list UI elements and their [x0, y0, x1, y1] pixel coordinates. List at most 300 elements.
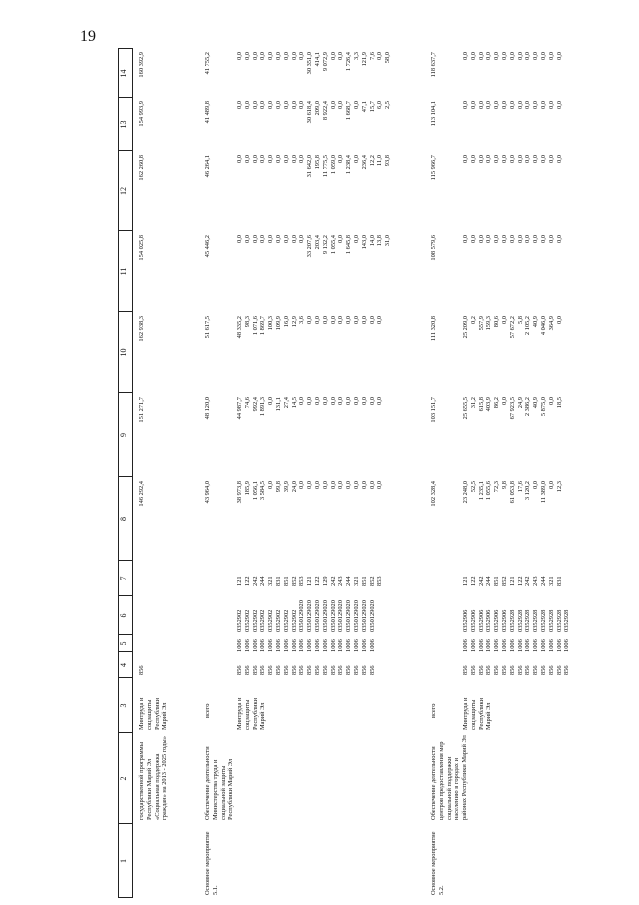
table-cell: 2 386,2 [524, 397, 532, 417]
program-total-2023: 162 260,8 [138, 155, 145, 181]
table-cell: 856 [508, 665, 516, 675]
table-cell: 856 [282, 665, 290, 675]
table-cell: 856 [274, 665, 282, 675]
table-cell: 851 [360, 576, 368, 586]
table-cell: 856 [306, 665, 314, 675]
table-cell: 0,0 [532, 155, 540, 163]
table-cell: 7,6 [368, 52, 376, 60]
table-cell: 1006 [360, 639, 368, 652]
table-cell: 129 [321, 576, 329, 586]
table-cell: 0,0 [282, 101, 290, 109]
table-cell: 67 923,5 [508, 397, 516, 420]
table-cell: 122 [243, 576, 251, 586]
values-column-11 [236, 235, 392, 312]
table-cell: 93,8 [384, 155, 392, 167]
table-cell: 0,0 [259, 52, 267, 60]
table-cell: 236,4 [360, 155, 368, 170]
table-cell: 14,0 [368, 235, 376, 247]
table-cell: 38 973,8 [236, 481, 243, 504]
table-cell: 0,0 [306, 397, 314, 405]
table-cell: 856 [563, 665, 571, 675]
table-cell: 0,0 [555, 235, 563, 243]
table-cell: 0,0 [298, 52, 306, 60]
table-cell: 242 [251, 576, 259, 586]
table-cell: 0350129020 [337, 600, 345, 632]
values-column-12 [462, 155, 563, 231]
table-cell: 0,0 [508, 155, 516, 163]
table-cell: 0,0 [500, 101, 508, 109]
table-cell: 853 [298, 576, 306, 586]
table-cell: 0,0 [259, 155, 267, 163]
table-cell: 0,0 [267, 397, 275, 405]
table-cell: 856 [236, 665, 243, 675]
table-cell: 3 584,5 [259, 481, 267, 501]
table-cell: 1 668,7 [345, 101, 353, 121]
table-cell: 0,0 [516, 101, 524, 109]
table-cell: 1006 [236, 639, 243, 652]
total-label: всего [430, 703, 437, 718]
table-cell: 0,0 [345, 397, 353, 405]
table-cell: 0,0 [259, 235, 267, 243]
table-cell: 0,0 [376, 52, 384, 60]
column-number: 9 [119, 433, 128, 437]
table-cell: 0,0 [469, 235, 477, 243]
table-cell: 0,0 [267, 155, 275, 163]
row-total: 118 637,7 [430, 52, 437, 78]
table-cell: 195,8 [313, 155, 321, 170]
table-cell: 0,0 [547, 155, 555, 163]
table-cell: 3,3 [352, 52, 360, 60]
table-cell: 0,0 [337, 101, 345, 109]
values-column-8 [462, 481, 563, 561]
table-cell: 3 120,2 [524, 481, 532, 501]
table-cell: 414,1 [313, 52, 321, 67]
table-cell: 0,0 [477, 155, 485, 163]
table-cell: 1006 [368, 639, 376, 652]
table-cell: 244 [539, 576, 547, 586]
column-number: 8 [119, 517, 128, 521]
table-cell: 1 055,4 [329, 235, 337, 255]
grbs-column [462, 665, 571, 675]
table-cell: 0,0 [469, 101, 477, 109]
table-cell: 25 209,0 [462, 316, 469, 339]
table-cell: 1006 [555, 639, 563, 652]
table-cell: 12,2 [368, 155, 376, 167]
table-cell: 0,0 [313, 397, 321, 405]
table-cell: 0,0 [313, 316, 321, 324]
table-cell: 1 235,1 [477, 481, 485, 501]
table-cell: 1006 [243, 639, 251, 652]
table-cell: 0352906 [500, 609, 508, 632]
table-cell: 0,0 [524, 235, 532, 243]
table-cell: 856 [477, 665, 485, 675]
table-cell: 0,0 [516, 52, 524, 60]
table-cell: 0352906 [462, 609, 469, 632]
table-cell: 8 922,4 [321, 101, 329, 121]
table-cell: 1006 [524, 639, 532, 652]
table-cell: 0,0 [243, 155, 251, 163]
table-cell: 121 [236, 576, 243, 586]
table-cell: 0,0 [500, 235, 508, 243]
page-number: 19 [80, 28, 96, 45]
table-cell: 0350129020 [360, 600, 368, 632]
table-cell: 1006 [462, 639, 469, 652]
table-cell: 0,0 [329, 316, 337, 324]
table-cell: 0352906 [477, 609, 485, 632]
target-article-column [462, 610, 571, 632]
column-number: 1 [119, 859, 128, 863]
table-cell: 0,0 [524, 155, 532, 163]
table-cell: 6,0 [376, 101, 384, 109]
table-cell: 0,0 [485, 52, 493, 60]
table-cell: 0,0 [251, 52, 259, 60]
table-cell: 0350129020 [329, 600, 337, 632]
table-cell: 0,0 [251, 155, 259, 163]
table-cell: 1006 [532, 639, 540, 652]
table-cell: 852 [368, 576, 376, 586]
row-total: 113 104,1 [430, 101, 437, 127]
table-cell: 0,0 [251, 101, 259, 109]
table-cell: 0,0 [352, 155, 360, 163]
table-cell: 0,0 [547, 52, 555, 60]
table-cell: 0,0 [555, 316, 563, 324]
table-cell: 33 207,6 [306, 235, 314, 258]
row-number: Основное мероприятие 5.2. [430, 831, 445, 895]
program-total-2021: 162 938,3 [138, 316, 145, 342]
table-cell: 1 059,0 [329, 155, 337, 175]
row-org: Минтруда и соцзащиты Республики Марий Эл [236, 697, 267, 730]
table-cell: 1006 [337, 639, 345, 652]
table-cell: 23 248,0 [462, 481, 469, 504]
table-cell: 0,0 [516, 235, 524, 243]
header-bottom-rule [132, 48, 133, 898]
table-cell: 100,3 [267, 316, 275, 331]
table-cell: 856 [547, 665, 555, 675]
table-cell: 5 875,0 [539, 397, 547, 417]
table-cell: 0352928 [524, 609, 532, 632]
table-cell: 244 [259, 576, 267, 586]
table-cell: 1006 [352, 639, 360, 652]
table-cell: 0352906 [469, 609, 477, 632]
table-cell: 131,1 [274, 397, 282, 412]
table-cell: 0352906 [493, 609, 501, 632]
table-cell: 2,5 [384, 101, 392, 109]
row-total: 103 151,7 [430, 397, 437, 423]
table-cell: 0,0 [547, 101, 555, 109]
table-cell: 0,0 [360, 397, 368, 405]
table-cell: 99,8 [274, 481, 282, 493]
table-cell: 1 891,3 [259, 397, 267, 417]
table-cell: 122 [469, 576, 477, 586]
table-cell: 0,0 [524, 52, 532, 60]
table-cell: 1006 [477, 639, 485, 652]
row-total: 41 755,2 [204, 52, 211, 75]
values-column-10 [462, 316, 563, 393]
table-cell: 0,0 [274, 235, 282, 243]
table-cell: 47,1 [360, 101, 368, 113]
table-cell: 0,2 [469, 316, 477, 324]
table-cell: 31,0 [384, 235, 392, 247]
table-cell: 0,0 [539, 235, 547, 243]
table-cell: 0,0 [516, 155, 524, 163]
table-cell: 13,8 [376, 235, 384, 247]
row-total: 43 964,0 [204, 481, 211, 504]
table-cell: 0,0 [329, 481, 337, 489]
table-cell: 0,0 [236, 101, 243, 109]
table-cell: 72,3 [493, 481, 501, 493]
table-cell: 0,0 [508, 235, 516, 243]
table-cell: 831 [555, 576, 563, 586]
table-cell: 851 [282, 576, 290, 586]
table-cell: 0,0 [469, 155, 477, 163]
table-cell: 14,5 [290, 397, 298, 409]
table-cell: 1 055,6 [485, 481, 493, 501]
table-cell: 856 [259, 665, 267, 675]
table-cell: 0,0 [524, 101, 532, 109]
table-cell: 30 351,0 [306, 52, 314, 75]
values-column-12 [236, 155, 392, 231]
table-cell: 0352928 [555, 609, 563, 632]
table-cell: 557,9 [477, 316, 485, 331]
table-cell: 0,0 [298, 101, 306, 109]
table-cell: 0352902 [251, 609, 259, 632]
table-cell: 0352928 [516, 609, 524, 632]
values-column-8 [236, 481, 384, 561]
table-cell: 321 [547, 576, 555, 586]
table-cell: 74,6 [243, 397, 251, 409]
table-cell: 0,0 [547, 397, 555, 405]
table-cell: 0,0 [243, 101, 251, 109]
table-cell: 856 [539, 665, 547, 675]
table-cell: 0,0 [485, 155, 493, 163]
row-total: 41 489,8 [204, 101, 211, 124]
table-cell: 0350129020 [298, 600, 306, 632]
program-total-2020: 151 271,7 [138, 397, 145, 423]
table-cell: 856 [360, 665, 368, 675]
table-cell: 122 [313, 576, 321, 586]
table-cell: 615,8 [477, 397, 485, 412]
grbs-column [236, 665, 376, 675]
table-cell: 856 [469, 665, 477, 675]
values-column-9 [236, 397, 384, 477]
table-cell: 12,3 [555, 481, 563, 493]
table-cell: 0,0 [462, 52, 469, 60]
table-cell: 86,2 [493, 397, 501, 409]
table-cell: 0,0 [376, 316, 384, 324]
table-cell: 0352902 [243, 609, 251, 632]
table-cell: 856 [462, 665, 469, 675]
table-cell: 11 775,5 [321, 155, 329, 178]
table-cell: 0,0 [532, 52, 540, 60]
table-cell: 1006 [251, 639, 259, 652]
table-cell: 0,0 [532, 481, 540, 489]
section-column [462, 639, 571, 652]
table-cell: 856 [251, 665, 259, 675]
table-cell: 31 642,0 [306, 155, 314, 178]
row-number: Основное мероприятие 5.1. [204, 831, 219, 895]
table-cell: 11,0 [376, 155, 384, 166]
program-total-2022: 154 025,8 [138, 235, 145, 261]
program-org: Минтруда и соцзащиты Республики Марий Эл [138, 697, 169, 730]
table-cell: 856 [352, 665, 360, 675]
table-cell: 16,0 [282, 316, 290, 328]
table-cell: 0,0 [337, 316, 345, 324]
table-cell: 80,6 [493, 316, 501, 328]
table-cell: 0,0 [493, 235, 501, 243]
table-cell: 121 [462, 576, 469, 586]
total-label: всего [204, 703, 211, 718]
table-cell: 1006 [469, 639, 477, 652]
target-article-column [236, 600, 376, 632]
table-cell: 0,0 [337, 235, 345, 243]
column-number: 7 [119, 576, 128, 581]
table-cell: 244 [485, 576, 493, 586]
table-cell: 209,0 [313, 101, 321, 116]
table-cell: 856 [329, 665, 337, 675]
values-column-14 [462, 52, 563, 98]
table-cell: 0,0 [329, 397, 337, 405]
table-cell: 1 071,6 [251, 316, 259, 336]
table-cell: 1006 [274, 639, 282, 652]
table-cell: 831 [274, 576, 282, 586]
table-cell: 121 [508, 576, 516, 586]
table-cell: 0352902 [290, 609, 298, 632]
table-cell: 0,0 [352, 316, 360, 324]
table-cell: 0352928 [532, 609, 540, 632]
table-cell: 0,0 [251, 235, 259, 243]
table-cell: 0352906 [485, 609, 493, 632]
table-cell: 0,0 [352, 101, 360, 109]
table-cell: 856 [337, 665, 345, 675]
table-cell: 24,9 [516, 397, 524, 409]
table-cell: 185,9 [243, 481, 251, 496]
table-cell: 57 672,2 [508, 316, 516, 339]
table-cell: 0,0 [547, 235, 555, 243]
values-column-11 [462, 235, 563, 312]
rotated-table-area [118, 48, 628, 898]
table-cell: 12,9 [290, 316, 298, 328]
table-cell: 0352928 [563, 609, 571, 632]
table-cell: 0,0 [532, 101, 540, 109]
table-cell: 0,0 [267, 235, 275, 243]
table-cell: 0350129020 [313, 600, 321, 632]
column-number: 2 [119, 776, 128, 781]
table-cell: 0,0 [290, 52, 298, 60]
column-number: 11 [119, 267, 128, 276]
table-cell: 1006 [282, 639, 290, 652]
table-cell: 0,0 [313, 481, 321, 489]
row-total: 51 617,5 [204, 316, 211, 339]
table-cell: 0,0 [337, 155, 345, 163]
table-cell: 0352902 [274, 609, 282, 632]
table-cell: 856 [243, 665, 251, 675]
table-cell: 143,0 [360, 235, 368, 250]
table-cell: 1 869,7 [259, 316, 267, 336]
table-cell: 0,0 [469, 52, 477, 60]
program-grbs: 856 [138, 665, 145, 675]
values-column-13 [236, 101, 392, 151]
table-cell: 9 132,2 [321, 235, 329, 255]
table-cell: 856 [267, 665, 275, 675]
table-cell: 242 [477, 576, 485, 586]
table-cell: 0352902 [282, 609, 290, 632]
table-cell: 0,0 [345, 481, 353, 489]
table-cell: 0,0 [500, 397, 508, 405]
table-cell: 0,0 [274, 155, 282, 163]
table-cell: 856 [345, 665, 353, 675]
table-cell: 0,0 [337, 481, 345, 489]
values-column-10 [236, 316, 384, 393]
program-name: государственной программы Республики Марий Эл «Социальная поддержка граждан» на 2013 - 2025 годы» [138, 736, 169, 820]
table-cell: 0,0 [306, 316, 314, 324]
table-cell: 0,0 [243, 52, 251, 60]
table-cell: 0,0 [555, 101, 563, 109]
table-cell: 856 [500, 665, 508, 675]
table-cell: 0,0 [282, 155, 290, 163]
table-cell: 0,0 [493, 52, 501, 60]
table-cell: 0,0 [376, 481, 384, 489]
table-cell: 0,0 [485, 235, 493, 243]
table-cell: 0350129020 [345, 600, 353, 632]
column-number: 13 [119, 120, 128, 129]
table-cell: 1006 [485, 639, 493, 652]
table-cell: 5,8 [516, 316, 524, 324]
table-cell: 0,0 [298, 481, 306, 489]
table-cell: 27,4 [282, 397, 290, 409]
table-cell: 856 [290, 665, 298, 675]
table-cell: 98,3 [243, 316, 251, 328]
expense-type-column [462, 576, 563, 586]
program-total-2019: 146 292,4 [138, 481, 145, 507]
row-total: 115 966,7 [430, 155, 437, 181]
table-cell: 121 [306, 576, 314, 586]
table-cell: 18,5 [555, 397, 563, 409]
table-cell: 0,0 [477, 235, 485, 243]
table-cell: 0,0 [321, 316, 329, 324]
table-cell: 0,0 [368, 316, 376, 324]
table-cell: 856 [298, 665, 306, 675]
table-cell: 0,0 [368, 481, 376, 489]
table-cell: 0,0 [259, 101, 267, 109]
section-column [236, 639, 376, 652]
table-cell: 0,0 [267, 481, 275, 489]
table-cell: 0,0 [477, 52, 485, 60]
table-cell: 242 [524, 576, 532, 586]
table-cell: 0,0 [500, 52, 508, 60]
table-cell: 44 987,7 [236, 397, 243, 420]
table-cell: 0350129020 [368, 600, 376, 632]
table-cell: 1006 [298, 639, 306, 652]
table-cell: 1006 [321, 639, 329, 652]
values-column-9 [462, 397, 563, 477]
table-cell: 0,0 [267, 52, 275, 60]
table-cell: 1006 [500, 639, 508, 652]
table-cell: 1006 [290, 639, 298, 652]
table-cell: 0,0 [376, 397, 384, 405]
table-cell: 0,0 [532, 235, 540, 243]
table-cell: 0,0 [360, 316, 368, 324]
table-cell: 1 726,4 [345, 52, 353, 72]
row-total: 102 328,4 [430, 481, 437, 507]
table-cell: 52,5 [469, 481, 477, 493]
table-cell: 9 072,9 [321, 52, 329, 72]
program-total-2024: 154 993,9 [138, 101, 145, 127]
table-cell: 0352902 [236, 609, 243, 632]
table-cell: 15,7 [368, 101, 376, 113]
table-cell: 0,0 [508, 52, 516, 60]
table-cell: 0350129020 [352, 600, 360, 632]
column-number: 12 [119, 187, 128, 195]
